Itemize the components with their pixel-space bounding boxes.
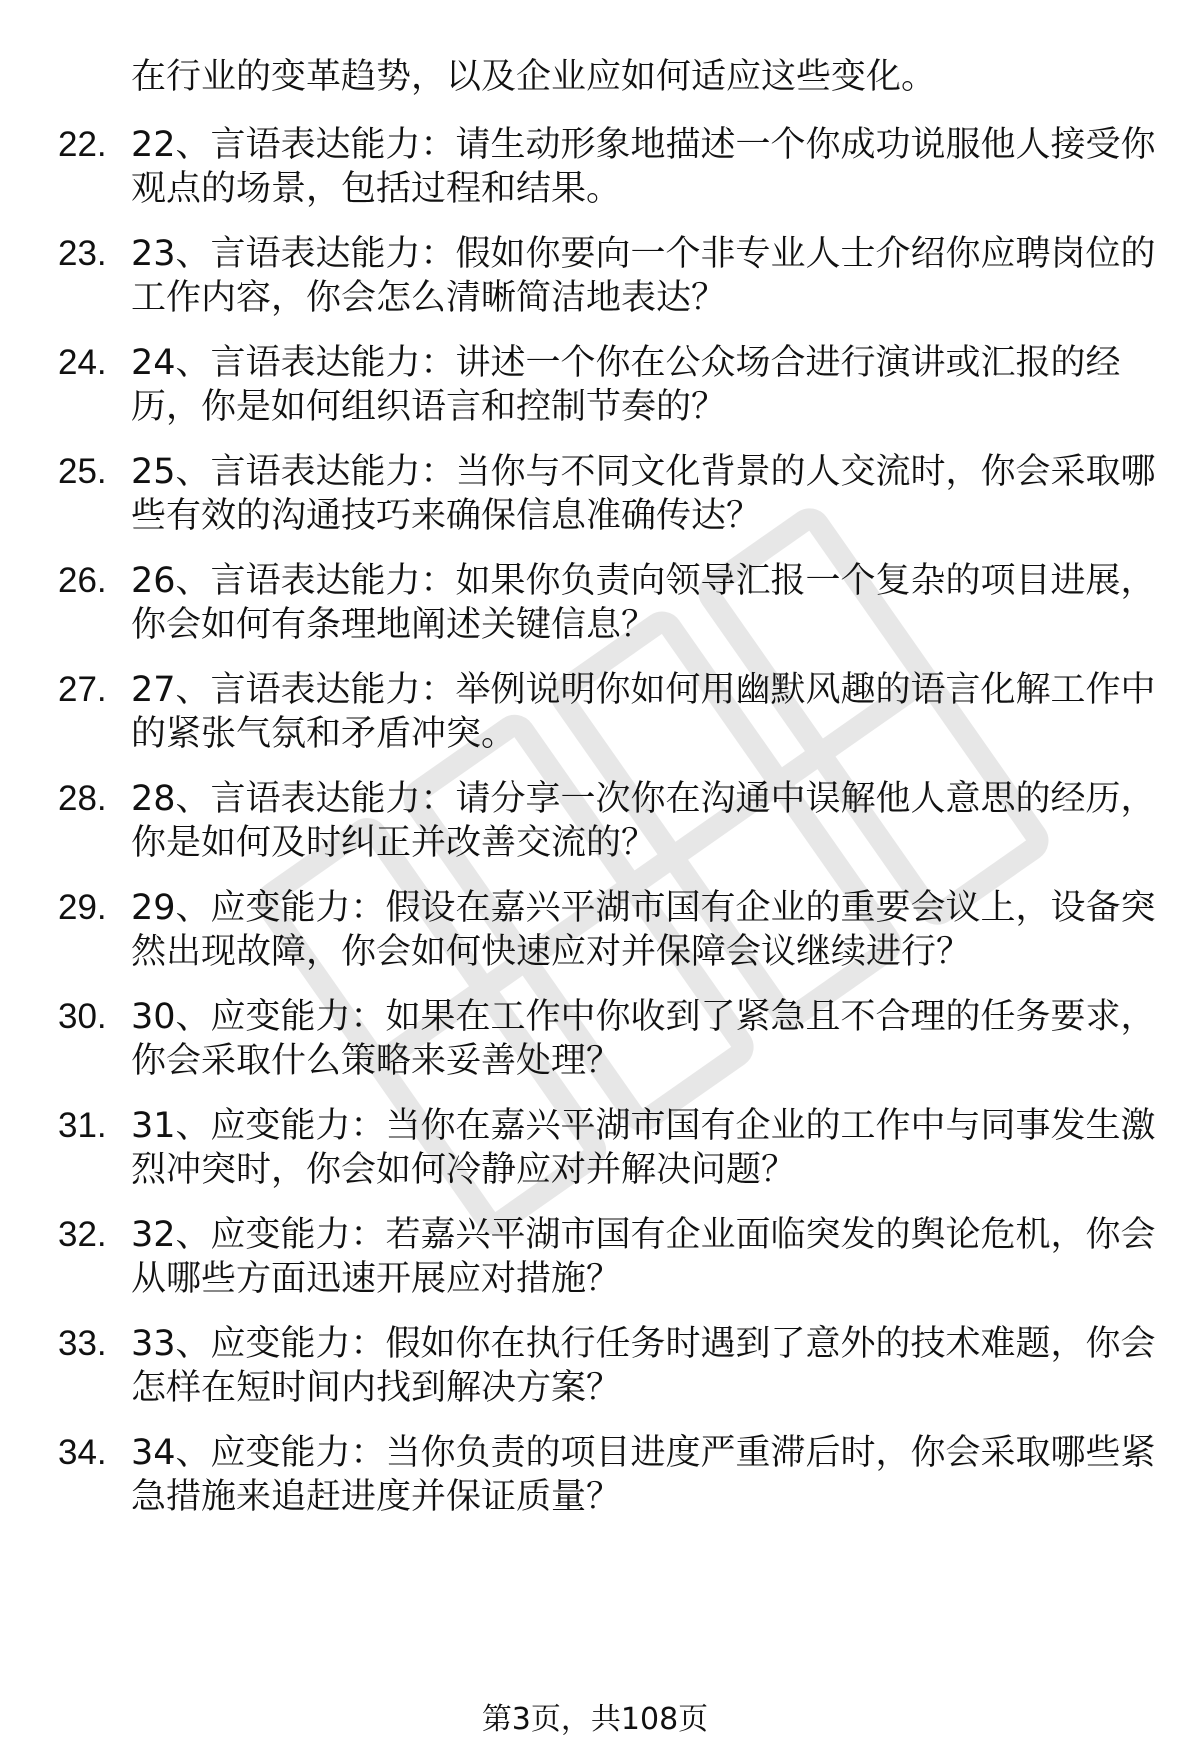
item-number: 27. [58, 670, 107, 709]
item-text: 26、言语表达能力：如果你负责向领导汇报一个复杂的项目进展，你会如何有条理地阐述关键信息？ [131, 561, 1156, 645]
item-number: 22. [58, 125, 107, 164]
item-number: 29. [58, 888, 107, 927]
item-text: 30、应变能力：如果在工作中你收到了紧急且不合理的任务要求，你会采取什么策略来妥善处理？ [131, 997, 1156, 1081]
item-number: 26. [58, 561, 107, 600]
item-text: 33、应变能力：假如你在执行任务时遇到了意外的技术难题，你会怎样在短时间内找到解决方案？ [131, 1324, 1156, 1408]
item-number: 23. [58, 234, 107, 273]
item-text: 23、言语表达能力：假如你要向一个非专业人士介绍你应聘岗位的工作内容，你会怎么清晰简洁地表达？ [131, 234, 1156, 318]
item-number: 30. [58, 997, 107, 1036]
item-number: 24. [58, 343, 107, 382]
item-number: 28. [58, 779, 107, 818]
item-number: 32. [58, 1215, 107, 1254]
item-text: 27、言语表达能力：举例说明你如何用幽默风趣的语言化解工作中的紧张气氛和矛盾冲突。 [131, 670, 1156, 754]
item-text: 31、应变能力：当你在嘉兴平湖市国有企业的工作中与同事发生激烈冲突时，你会如何冷静应对并解决问题？ [131, 1106, 1156, 1190]
item-text: 34、应变能力：当你负责的项目进度严重滞后时，你会采取哪些紧急措施来追赶进度并保证质量？ [131, 1433, 1156, 1517]
item-number: 31. [58, 1106, 107, 1145]
item-text: 32、应变能力：若嘉兴平湖市国有企业面临突发的舆论危机，你会从哪些方面迅速开展应对措施？ [131, 1215, 1156, 1299]
item-number: 25. [58, 452, 107, 491]
page-footer: 第3页，共108页 [481, 1702, 709, 1737]
item-text: 25、言语表达能力：当你与不同文化背景的人交流时，你会采取哪些有效的沟通技巧来确保信息准确传达？ [131, 452, 1156, 536]
continuation-text: 在行业的变革趋势，以及企业应如何适应这些变化。 [131, 57, 937, 97]
item-text: 28、言语表达能力：请分享一次你在沟通中误解他人意思的经历，你是如何及时纠正并改善交流的？ [131, 779, 1156, 863]
item-number: 33. [58, 1324, 107, 1363]
item-number: 34. [58, 1433, 107, 1472]
item-text: 22、言语表达能力：请生动形象地描述一个你成功说服他人接受你观点的场景，包括过程和结果。 [131, 125, 1156, 209]
item-text: 29、应变能力：假设在嘉兴平湖市国有企业的重要会议上，设备突然出现故障，你会如何快速应对并保障会议继续进行？ [131, 888, 1156, 972]
item-text: 24、言语表达能力：讲述一个你在公众场合进行演讲或汇报的经历，你是如何组织语言和控制节奏的？ [131, 343, 1121, 427]
